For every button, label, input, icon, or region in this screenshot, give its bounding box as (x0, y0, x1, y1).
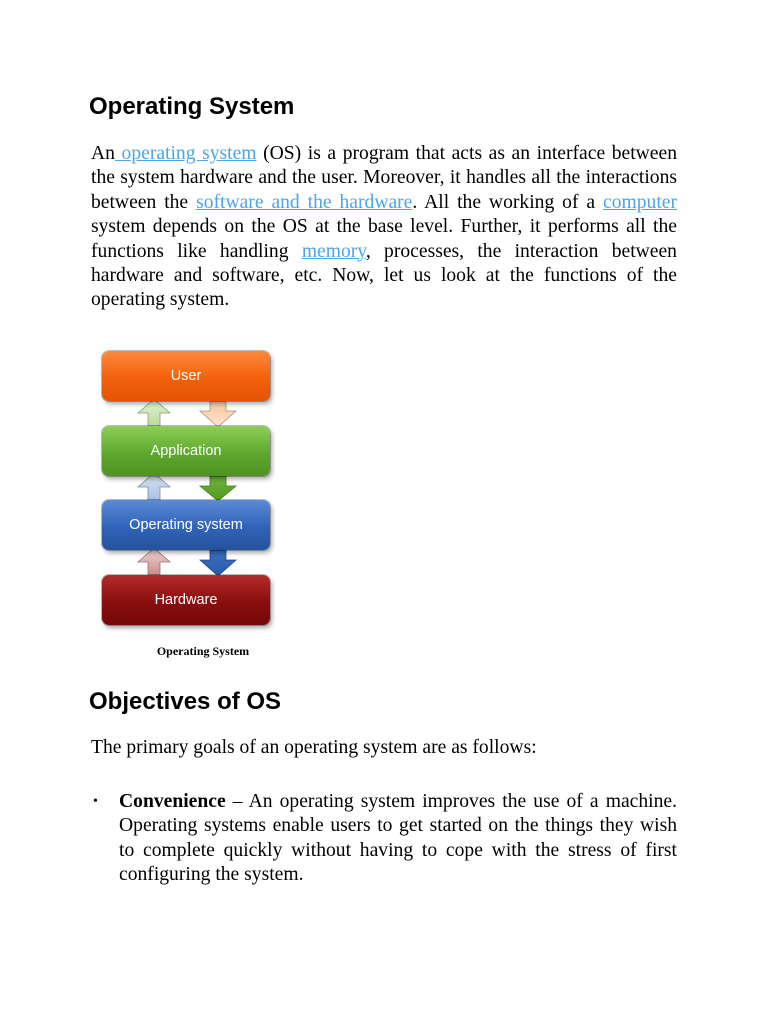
list-item (91, 790, 677, 888)
bullet-icon: • (93, 794, 98, 809)
figure-caption: Operating System (156, 644, 250, 658)
intro-text-1: An (91, 143, 115, 164)
os-layers-diagram (96, 345, 278, 631)
section-heading-operating-system: Operating System (89, 93, 295, 120)
intro-text-5: , processes, the interaction between hardware and software, etc. Now, let us look at the functions of the operating system. (91, 240, 677, 311)
intro-paragraph (91, 142, 677, 313)
bullet-term: Convenience (119, 791, 226, 812)
software-hardware-link[interactable]: software and the hardware (196, 191, 413, 213)
operating-system-link[interactable]: operating system (114, 143, 257, 164)
operating-system-layer: Operating system (102, 500, 270, 550)
intro-text-3: . All the working of a (412, 191, 604, 213)
bullet-text (119, 790, 677, 888)
down-arrow-icon (200, 401, 236, 427)
down-arrow-icon (200, 550, 236, 576)
bullet-description: – An operating system improves the use of a machine. Operating systems enable users to get started on the things they wish to complete quickly without having to cope with the stress of first configuring the system. (119, 791, 677, 886)
section-heading-objectives: Objectives of OS (89, 688, 282, 715)
up-arrow-icon (138, 473, 170, 500)
user-layer: User (102, 351, 270, 401)
down-arrow-icon (200, 476, 236, 501)
up-arrow-icon (138, 548, 170, 575)
computer-link[interactable]: computer (603, 191, 678, 213)
objectives-intro: The primary goals of an operating system are as follows: (91, 737, 537, 758)
memory-link[interactable]: memory (301, 240, 366, 262)
hardware-layer: Hardware (102, 575, 270, 625)
objectives-list (91, 790, 677, 888)
up-arrow-icon (138, 399, 170, 426)
application-layer: Application (102, 426, 270, 476)
intro-text-2: (OS) is a program that acts as an interface between the system hardware and the user. Moreover, it handles all the interactions between the (91, 143, 677, 213)
intro-text-4: system depends on the OS at the base level. Further, it performs all the functions like handling (91, 216, 677, 262)
